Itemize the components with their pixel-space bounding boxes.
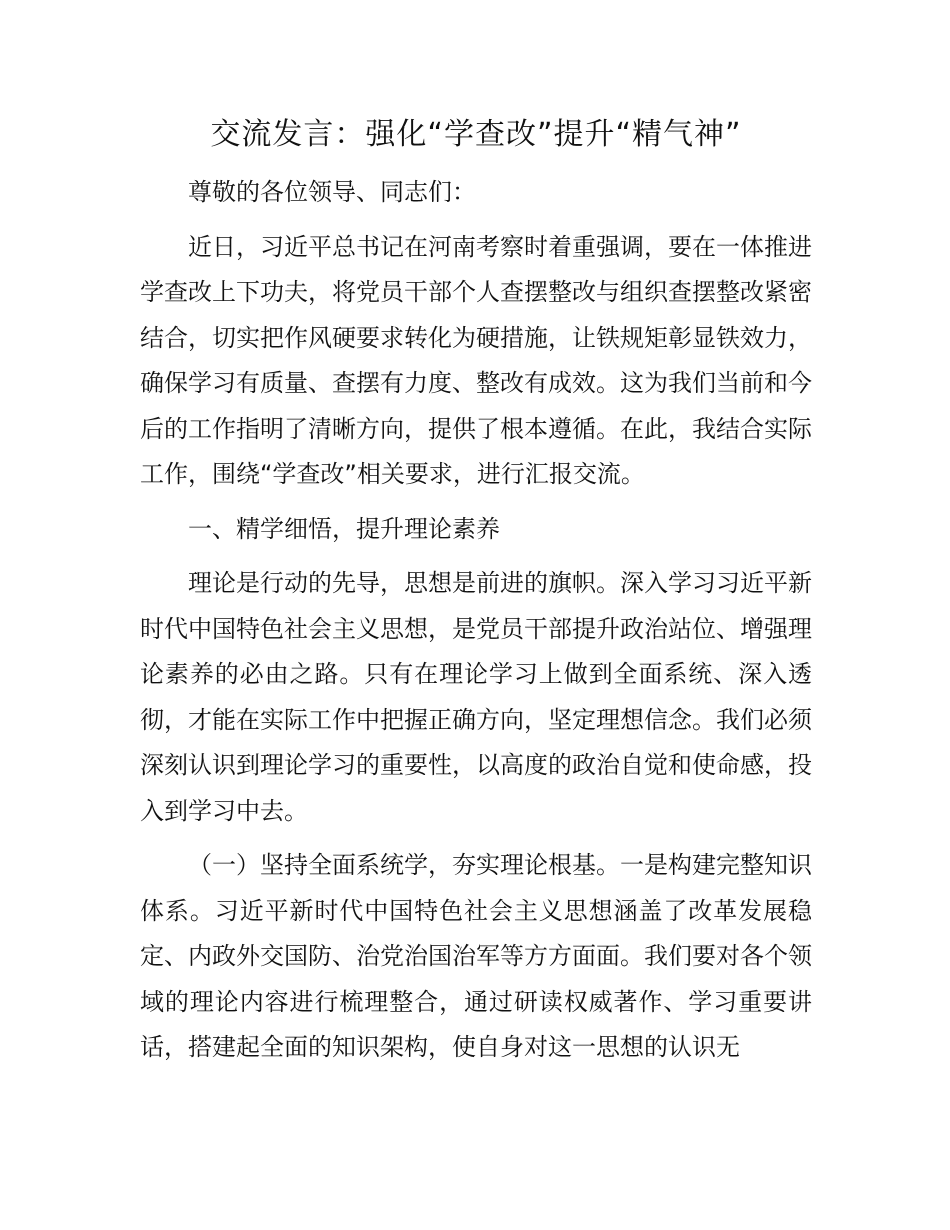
section-heading-1: 一、精学细悟，提升理论素养 xyxy=(188,514,500,543)
subsection-paragraph-1: （一）坚持全面系统学，夯实理论根基。一是构建完整知识体系。习近平新时代中国特色社会主义思想涵盖了改革发展稳定、内政外交国防、治党治国治军等方方面面。我们要对各个领域的理论内容进行梳理整合，通过研读权威著作、学习重要讲话，搭建起全面的知识架构，使自身对这一思想的认识无 xyxy=(140,851,812,1061)
salutation-paragraph: 尊敬的各位领导、同志们： xyxy=(188,178,476,206)
intro-paragraph: 近日，习近平总书记在河南考察时着重强调，要在一体推进学查改上下功夫，将党员干部个人查摆整改与组织查摆整改紧密结合，切实把作风硬要求转化为硬措施，让铁规矩彰显铁效力，确保学习有质量、查摆有力度、整改有成效。这为我们当前和今后的工作指明了清晰方向，提供了根本遵循。在此，我结合实际工作，围绕“学查改”相关要求，进行汇报交流。 xyxy=(140,232,812,488)
theory-paragraph: 理论是行动的先导，思想是前进的旗帜。深入学习习近平新时代中国特色社会主义思想，是党员干部提升政治站位、增强理论素养的必由之路。只有在理论学习上做到全面系统、深入透彻，才能在实际工作中把握正确方向，坚定理想信念。我们必须深刻认识到理论学习的重要性，以高度的政治自觉和使命感，投入到学习中去。 xyxy=(140,569,812,825)
document-body xyxy=(140,170,812,1080)
document-title: 交流发言：强化“学查改”提升“精气神” xyxy=(210,117,742,152)
